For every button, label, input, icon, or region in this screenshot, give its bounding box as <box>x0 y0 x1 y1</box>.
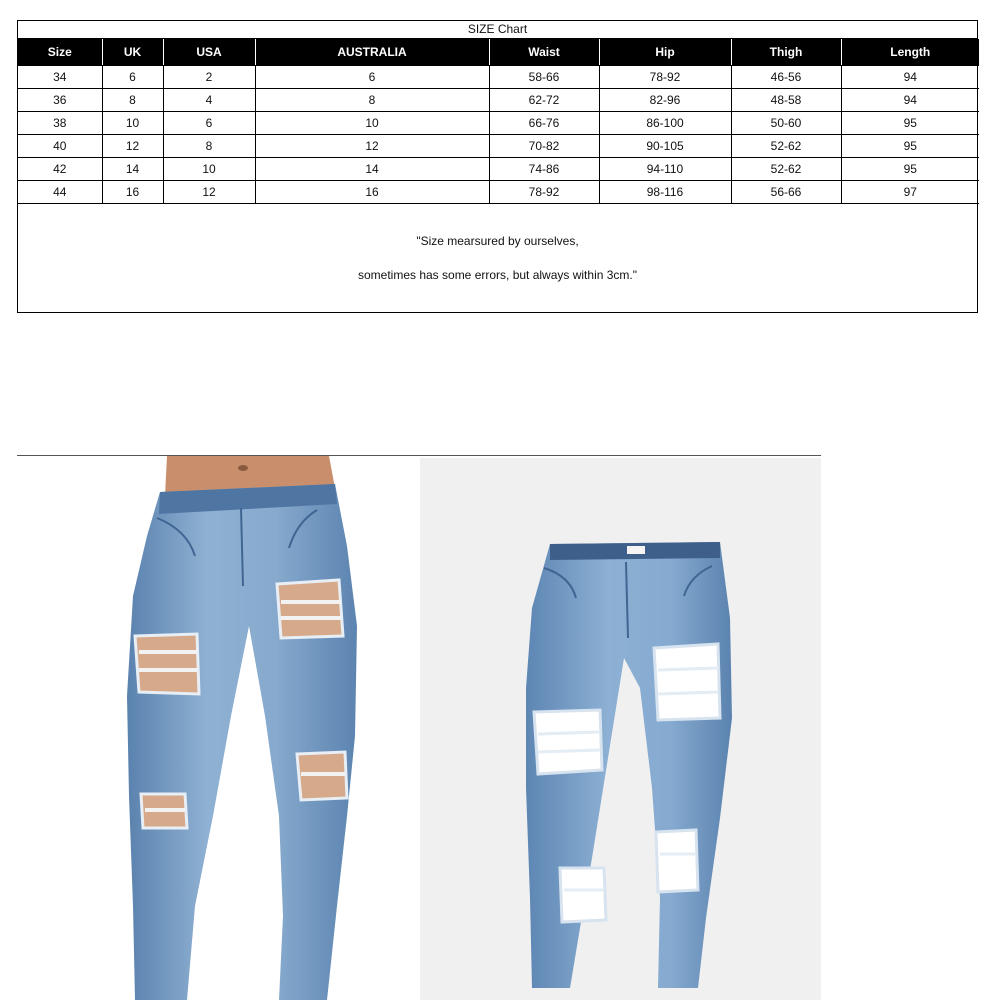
table-row <box>18 112 979 135</box>
column-header: AUSTRALIA <box>255 39 489 66</box>
size-table <box>18 39 979 204</box>
table-cell: 2 <box>163 66 255 89</box>
table-cell: 42 <box>18 158 102 181</box>
model-jeans-photo <box>17 456 417 1000</box>
table-cell: 94 <box>841 66 979 89</box>
table-cell: 95 <box>841 135 979 158</box>
table-cell: 70-82 <box>489 135 599 158</box>
table-cell: 8 <box>255 89 489 112</box>
table-cell: 16 <box>255 181 489 204</box>
table-cell: 52-62 <box>731 158 841 181</box>
table-cell: 94 <box>841 89 979 112</box>
column-header: USA <box>163 39 255 66</box>
table-cell: 10 <box>255 112 489 135</box>
table-cell: 10 <box>102 112 163 135</box>
table-cell: 50-60 <box>731 112 841 135</box>
table-cell: 6 <box>163 112 255 135</box>
table-cell: 82-96 <box>599 89 731 112</box>
table-cell: 98-116 <box>599 181 731 204</box>
table-cell: 12 <box>255 135 489 158</box>
table-cell: 4 <box>163 89 255 112</box>
table-header-row <box>18 39 979 66</box>
table-cell: 58-66 <box>489 66 599 89</box>
table-cell: 66-76 <box>489 112 599 135</box>
table-row <box>18 158 979 181</box>
measurement-note <box>18 204 977 312</box>
column-header: UK <box>102 39 163 66</box>
table-cell: 38 <box>18 112 102 135</box>
table-cell: 6 <box>102 66 163 89</box>
table-cell: 8 <box>163 135 255 158</box>
flat-jeans-photo <box>420 458 821 1000</box>
table-cell: 74-86 <box>489 158 599 181</box>
size-chart-title: SIZE Chart <box>18 21 977 39</box>
table-cell: 97 <box>841 181 979 204</box>
table-cell: 56-66 <box>731 181 841 204</box>
table-cell: 94-110 <box>599 158 731 181</box>
size-chart <box>17 20 978 313</box>
table-row <box>18 181 979 204</box>
table-cell: 6 <box>255 66 489 89</box>
column-header: Waist <box>489 39 599 66</box>
table-cell: 12 <box>102 135 163 158</box>
table-cell: 90-105 <box>599 135 731 158</box>
note-line: "Size mearsured by ourselves, <box>416 234 579 248</box>
table-cell: 95 <box>841 112 979 135</box>
table-cell: 48-58 <box>731 89 841 112</box>
table-cell: 62-72 <box>489 89 599 112</box>
table-cell: 12 <box>163 181 255 204</box>
table-cell: 44 <box>18 181 102 204</box>
table-cell: 78-92 <box>599 66 731 89</box>
table-cell: 34 <box>18 66 102 89</box>
table-cell: 8 <box>102 89 163 112</box>
table-cell: 16 <box>102 181 163 204</box>
note-line: sometimes has some errors, but always within 3cm." <box>357 268 638 282</box>
table-cell: 14 <box>255 158 489 181</box>
column-header: Hip <box>599 39 731 66</box>
table-cell: 52-62 <box>731 135 841 158</box>
column-header: Size <box>18 39 102 66</box>
table-cell: 40 <box>18 135 102 158</box>
table-cell: 95 <box>841 158 979 181</box>
column-header: Thigh <box>731 39 841 66</box>
table-row <box>18 66 979 89</box>
table-row <box>18 135 979 158</box>
table-cell: 36 <box>18 89 102 112</box>
table-row <box>18 89 979 112</box>
table-cell: 86-100 <box>599 112 731 135</box>
table-cell: 10 <box>163 158 255 181</box>
table-cell: 46-56 <box>731 66 841 89</box>
column-header: Length <box>841 39 979 66</box>
table-cell: 78-92 <box>489 181 599 204</box>
table-cell: 14 <box>102 158 163 181</box>
